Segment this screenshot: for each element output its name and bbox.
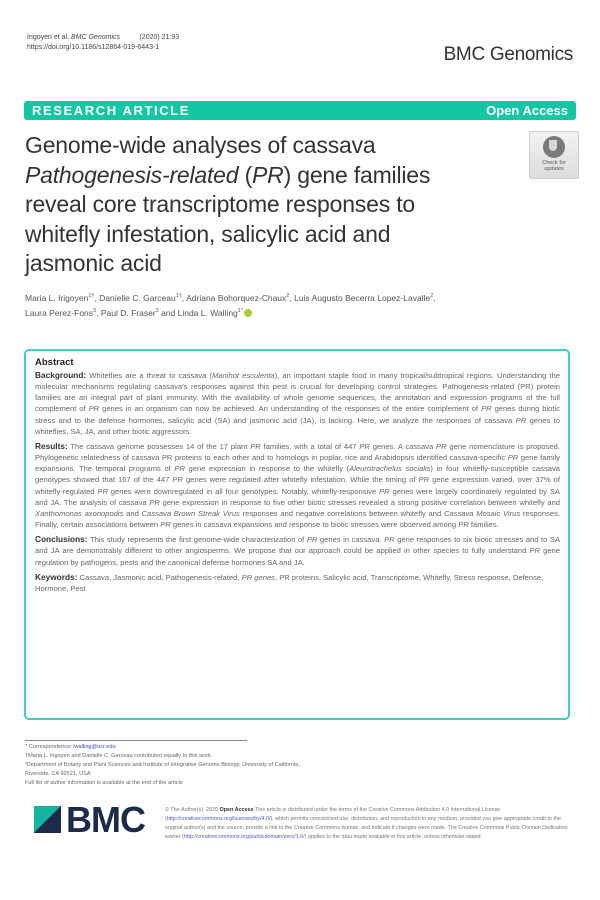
citation-authors: Irigoyen et al. — [27, 34, 70, 41]
article-title: Genome-wide analyses of cassava Pathogenesis-related (PR) gene families reveal core transcriptome responses to whitefly infestation, salicylic acid and jasmonic acid — [25, 132, 431, 276]
footnote-divider — [25, 740, 247, 741]
bmc-logo: BMC — [34, 805, 154, 835]
cc0-waiver-link[interactable]: http://creativecommons.org/publicdomain/zero/1.0/ — [183, 834, 305, 840]
open-access-label: Open Access — [486, 103, 568, 118]
bmc-logo-mark-icon — [34, 806, 61, 833]
check-for-updates-button[interactable]: Check for updates — [529, 131, 579, 179]
author-list: Maria L. Irigoyen$^{1\dagger}$, Danielle C. Garceau$^{1\dagger}$, Adriana Bohorquez-Chaux$^2$, Luis Augusto Becerra Lopez-Lavalle$^2$, Laura Perez-Fons$^3$, Paul D. Fraser$^3$ and Linda L. Walling$^{1*}$ — [25, 292, 436, 319]
abstract-box — [24, 349, 570, 720]
citation-year-volume: (2020) 21:93 — [139, 34, 180, 41]
journal-name: BMC Genomics — [443, 44, 573, 65]
author[interactable]: Danielle C. Garceau — [99, 292, 176, 303]
author[interactable]: Adriana Bohorquez-Chaux — [186, 292, 287, 303]
footnotes: * Correspondence: lwalling@ucr.edu †Maria L. Irigoyen and Danielle C. Garceau contributed equally to this work. ¹Department of Botany and Plant Sciences and Institute of Integrative Genome Biology, University of California, Riverside, CA 92521, USA Full list of author information is available at the end of the article — [25, 744, 300, 786]
citation-line — [27, 33, 179, 43]
author[interactable]: Paul D. Fraser — [100, 308, 156, 319]
abstract-keywords: Keywords: Cassava, Jasmonic acid, Pathogenesis-related, PR genes, PR proteins, Salicylic acid, Transcriptome, Whitefly, Stress response, Defense, Hormone, Pest — [35, 571, 544, 593]
citation-block — [27, 33, 179, 53]
abstract-heading: Abstract — [35, 357, 74, 368]
cc-by-license-link[interactable]: http://creativecommons.org/licenses/by/4.0/ — [166, 816, 271, 822]
citation-journal: BMC Genomics — [70, 34, 120, 41]
abstract-conclusions: Conclusions: This study represents the first genome-wide characterization of PR genes in cassava. PR gene responses to six biotic stresses and to SA and JA are demonstrably different to other angiosperms. We propose that our approach could be applied in other species to fully understand PR gene regulation by pathogens, pests and the canonical defense hormones SA and JA. — [35, 534, 561, 567]
article-type-banner — [24, 101, 576, 120]
author[interactable]: Linda L. Walling — [177, 308, 238, 319]
orcid-icon[interactable] — [244, 309, 252, 317]
license-statement: © The Author(s). 2020 Open Access This article is distributed under the terms of the Creative Commons Attribution 4.0 International License (http://creativecommons.org/licenses/by/4.0/), which permits unrestricted use, distribution, and reproduction in any medium, provided you give appropriate credit to the original author(s) and the source, provide a link to the Creative Commons license, and indicate if changes were made. The Creative Commons Public Domain Dedication waiver (http://creativecommons.org/publicdomain/zero/1.0/) applies to the data made available in this article, unless otherwise stated. — [165, 807, 568, 840]
author[interactable]: Luis Augusto Becerra Lopez-Lavalle — [294, 292, 431, 303]
doi-link[interactable]: https://doi.org/10.1186/s12864-019-6443-1 — [27, 44, 160, 51]
article-type-label: RESEARCH ARTICLE — [32, 103, 191, 118]
correspondence-email-link[interactable]: lwalling@ucr.edu — [73, 744, 116, 750]
author[interactable]: Maria L. Irigoyen — [25, 292, 89, 303]
abstract-background: Background: Whiteflies are a threat to cassava (Manihot esculenta), an important staple food in many tropical/subtropical regions. Understanding the molecular mechanisms regulating cassava's responses against this pest is crucial for developing control strategies. Pathogenesis-related (PR) protein families are an integral part of plant immunity. With the availability of whole genome sequences, the annotation and expression programs of the full complement of PR genes in an organism can now be achieved. An understanding of the responses of the entire complement of PR genes during biotic stress and to the defense hormones, salicylic acid (SA) and jasmonic acid (JA), is lacking. Here, we analyze the responses of cassava PR genes to whiteflies, SA, JA, and other biotic aggressors. — [35, 370, 560, 436]
author[interactable]: Laura Perez-Fons — [25, 308, 94, 319]
crossmark-icon — [543, 136, 565, 158]
abstract-results: Results: The cassava genome possesses 14 of the 17 plant PR families, with a total of 447 PR genes. A cassava PR gene nomenclature is proposed. Phylogenetic relatedness of cassava PR proteins to each other and to homologs in poplar, rice and Arabidopsis identified cassava-specific PR gene family expansions. The temporal programs of PR gene expression in response to the whitefly (Aleurotrachelus socialis) in four whitefly-susceptible cassava genotypes showed that 167 of the 447 PR genes were regulated after whitefly infestation. While the timing of PR gene expression varied, over 37% of whitefly-regulated PR genes were downregulated in all four genotypes. Notably, whitefly-responsive PR genes were largely coordinately regulated by SA and JA. The analysis of cassava PR gene expression in response to five other biotic stresses revealed a strong positive correlation between whitefly and Xanthomonas axonopodis and Cassava Brown Streak Virus responses and negative correlations between whitefly and Cassava Mosaic Virus responses. Finally, certain associations between PR genes in cassava expansions and response to biotic stresses were observed among PR families. — [35, 440, 561, 530]
